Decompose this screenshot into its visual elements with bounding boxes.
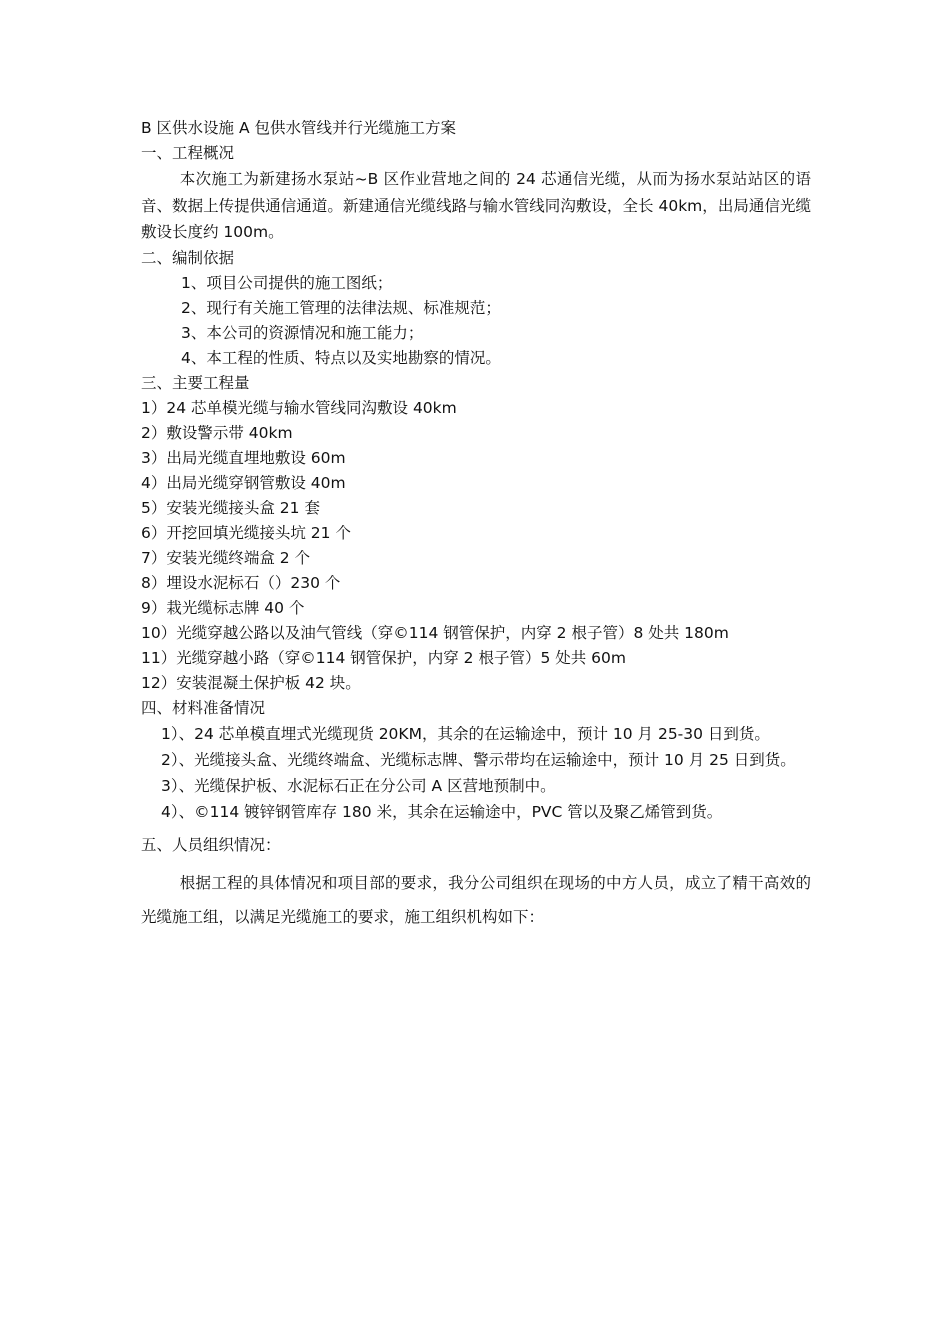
section-1-heading: 一、工程概况 xyxy=(141,144,235,162)
quantity-item: 12）安装混凝土保护板 42 块。 xyxy=(141,673,361,692)
quantity-item: 1）24 芯单模光缆与输水管线同沟敷设 40km xyxy=(141,398,457,417)
section-2-heading: 二、编制依据 xyxy=(141,248,235,267)
basis-item: 1、项目公司提供的施工图纸； xyxy=(181,273,393,292)
quantity-item: 2）敷设警示带 40km xyxy=(141,423,293,442)
basis-item: 2、现行有关施工管理的法律法规、标准规范； xyxy=(181,298,501,317)
quantity-item: 3）出局光缆直埋地敷设 60m xyxy=(141,448,346,467)
material-item: 3）、光缆保护板、水泥标石正在分公司 A 区营地预制中。 xyxy=(161,776,556,795)
spacer xyxy=(141,858,811,866)
quantity-item: 6）开挖回填光缆接头坑 21 个 xyxy=(141,523,351,542)
section-1-body: 本次施工为新建扬水泵站~B 区作业营地之间的 24 芯通信光缆，从而为扬水泵站站区的语音、数据上传提供通信通道。新建通信光缆线路与输水管线同沟敷设，全长 40km，出局通信光缆敷设长度约 100m。 xyxy=(141,170,811,241)
spacer xyxy=(141,825,811,833)
section-3-heading: 三、主要工程量 xyxy=(141,373,250,392)
material-item: 4）、©114 镀锌钢管库存 180 米，其余在运输途中，PVC 管以及聚乙烯管到货。 xyxy=(161,802,723,821)
basis-item: 4、本工程的性质、特点以及实地勘察的情况。 xyxy=(181,348,501,367)
material-item: 1）、24 芯单模直埋式光缆现货 20KM，其余的在运输途中，预计 10 月 25-30 日到货。 xyxy=(161,724,770,743)
document-title: B 区供水设施 A 包供水管线并行光缆施工方案 xyxy=(141,119,457,137)
quantity-item: 9）栽光缆标志牌 40 个 xyxy=(141,598,305,617)
section-5-heading: 五、人员组织情况： xyxy=(141,835,281,854)
material-item: 2）、光缆接头盒、光缆终端盒、光缆标志牌、警示带均在运输途中，预计 10 月 25 日到货。 xyxy=(161,750,796,769)
quantity-item: 8）埋设水泥标石（）230 个 xyxy=(141,573,341,592)
document-page xyxy=(141,116,811,934)
quantity-item: 4）出局光缆穿钢管敷设 40m xyxy=(141,473,346,492)
quantity-item: 11）光缆穿越小路（穿©114 钢管保护，内穿 2 根子管）5 处共 60m xyxy=(141,648,626,667)
quantity-item: 10）光缆穿越公路以及油气管线（穿©114 钢管保护，内穿 2 根子管）8 处共 180m xyxy=(141,623,729,642)
quantity-item: 7）安装光缆终端盒 2 个 xyxy=(141,548,311,567)
section-4-heading: 四、材料准备情况 xyxy=(141,698,266,717)
basis-item: 3、本公司的资源情况和施工能力； xyxy=(181,323,424,342)
quantity-item: 5）安装光缆接头盒 21 套 xyxy=(141,498,320,517)
section-5-body: 根据工程的具体情况和项目部的要求，我分公司组织在现场的中方人员，成立了精干高效的光缆施工组，以满足光缆施工的要求，施工组织机构如下： xyxy=(141,873,811,926)
